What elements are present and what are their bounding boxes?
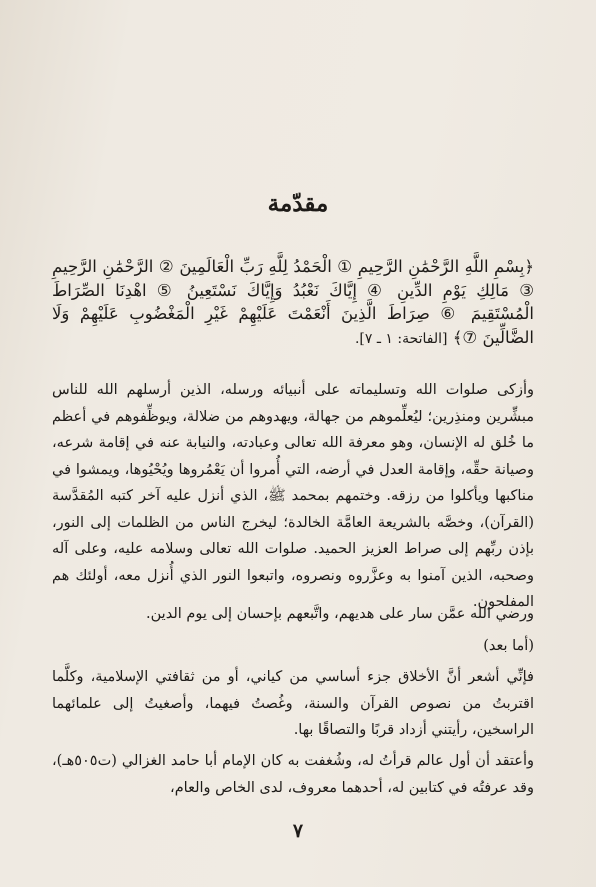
paragraph-blessing: ورضي الله عمَّن سار على هديهم، واتَّبعهم بإحسان إلى يوم الدين. [146,606,534,622]
paragraph-amma-bad: (أما بعد) [483,638,534,654]
verse-citation: [الفاتحة: ١ ـ ٧]. [354,330,448,347]
quran-verse-block [52,255,534,351]
paragraph-praise: وأزكى صلوات الله وتسليماته على أنبيائه ورسله، الذين أرسلهم الله للناس مبشِّرين ومنذِرين؛ ليُعلِّموهم من جهالة، ويهدوهم من ضلالة، ويوظِّفوهم في أعظم ما خُلق له الإنسان، وهو معرفة الله تعالى وعبادته، والنيابة عنه في إقامة شرعه، وصيانة حقِّه، وإقامة العدل في أرضه، التي أُمروا أن يَعْمُروها ويُحْيُوها، ويمشوا في مناكبها ويأكلوا من رزقه. وختمهم بمحمد ﷺ، الذي أنزل عليه آخر كتبه المُقدَّسة (القرآن)، وخصَّه بالشريعة العامَّة الخالدة؛ ليخرج الناس من الظلمات إلى النور، بإذن ربِّهم إلى صراط العزيز الحميد. صلوات الله تعالى وسلامه عليه، وعلى آله وصحبه، الذين آمنوا به وعزَّروه ونصروه، واتبعوا النور الذي أُنزل معه، أولئك هم المفلحون. [52,382,534,610]
page-title: مقدّمة [267,190,329,217]
paragraph-ghazali: وأعتقد أن أول عالم قرأتُ له، وشُغفت به كان الإمام أبا حامد الغزالي (ت٥٠٥هـ)، وقد عرفتُه في كتابين له، أحدهما معروف، لدى الخاص والعام، [52,753,534,796]
page-number: ٧ [292,820,304,842]
paragraph-ethics: فإنِّي أشعر أنَّ الأخلاق جزء أساسي من كياني، أو من ثقافتي الإسلامية، وكلَّما اقتربتُ من نصوص القرآن والسنة، وغُصتُ فيهما، وأصغيتُ إلى علمائهما الراسخين، رأيتني أزداد قربًا والتصاقًا بها. [52,669,534,738]
verse-text: ﴿بِسْمِ اللَّهِ الرَّحْمَٰنِ الرَّحِيمِ ① الْحَمْدُ لِلَّهِ رَبِّ الْعَالَمِينَ ② الرَّحْمَٰنِ الرَّحِيمِ ③ مَالِكِ يَوْمِ الدِّينِ ④ إِيَّاكَ نَعْبُدُ وَإِيَّاكَ نَسْتَعِينُ ⑤ اهْدِنَا الصِّرَاطَ الْمُسْتَقِيمَ ⑥ صِرَاطَ الَّذِينَ أَنْعَمْتَ عَلَيْهِمْ غَيْرِ الْمَغْضُوبِ عَلَيْهِمْ وَلَا الضَّالِّينَ ⑦﴾ [52,257,534,347]
